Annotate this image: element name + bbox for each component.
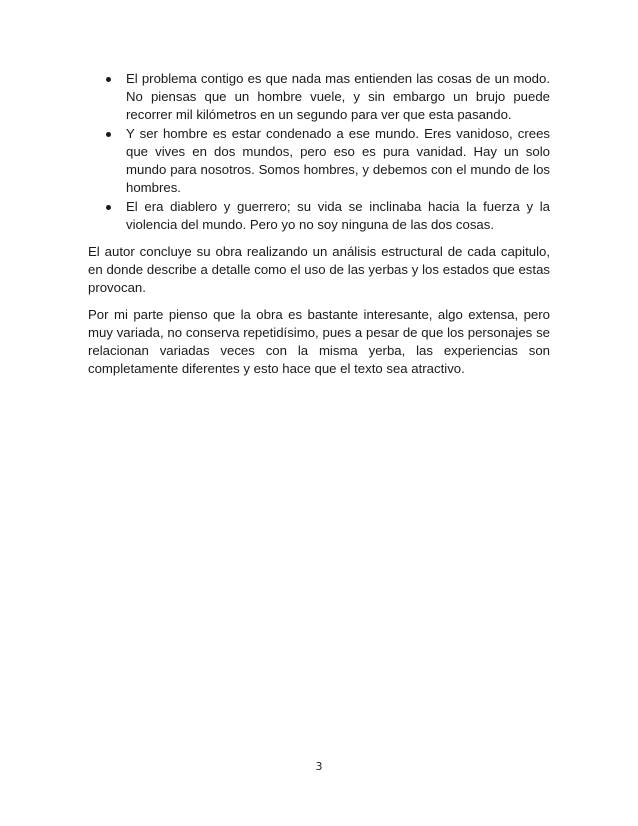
page-body (88, 70, 550, 378)
bullet-dot-icon (106, 205, 111, 210)
bullet-text-2: Y ser hombre es estar condenado a ese mundo. Eres vanidoso, crees que vives en dos mundos, pero eso es pura vanidad. Hay un solo mundo para nosotros. Somos hombres, y debemos con el mundo de los hombres. (126, 126, 550, 195)
bullet-item-1 (88, 70, 550, 124)
bullet-item-3 (88, 198, 550, 234)
bullet-item-2 (88, 125, 550, 197)
bullet-text-3: El era diablero y guerrero; su vida se inclinaba hacia la fuerza y la violencia del mundo. Pero yo no soy ninguna de las dos cosas. (126, 199, 550, 232)
conclusion-paragraph: El autor concluye su obra realizando un análisis estructural de cada capitulo, en donde describe a detalle como el uso de las yerbas y los estados que estas provocan. (88, 244, 550, 295)
page-number: 3 (315, 760, 323, 773)
bullet-dot-icon (106, 77, 111, 82)
quote-bullet-list (88, 70, 550, 234)
opinion-paragraph: Por mi parte pienso que la obra es bastante interesante, algo extensa, pero muy variada, no conserva repetidísimo, pues a pesar de que los personajes se relacionan variadas veces con la misma yerba, las experiencias son completamente diferentes y esto hace que el texto sea atractivo. (88, 307, 550, 376)
bullet-dot-icon (106, 132, 111, 137)
bullet-text-1: El problema contigo es que nada mas entienden las cosas de un modo. No piensas que un hombre vuele, y sin embargo un brujo puede recorrer mil kilómetros en un segundo para ver que esta pasando. (126, 71, 550, 122)
